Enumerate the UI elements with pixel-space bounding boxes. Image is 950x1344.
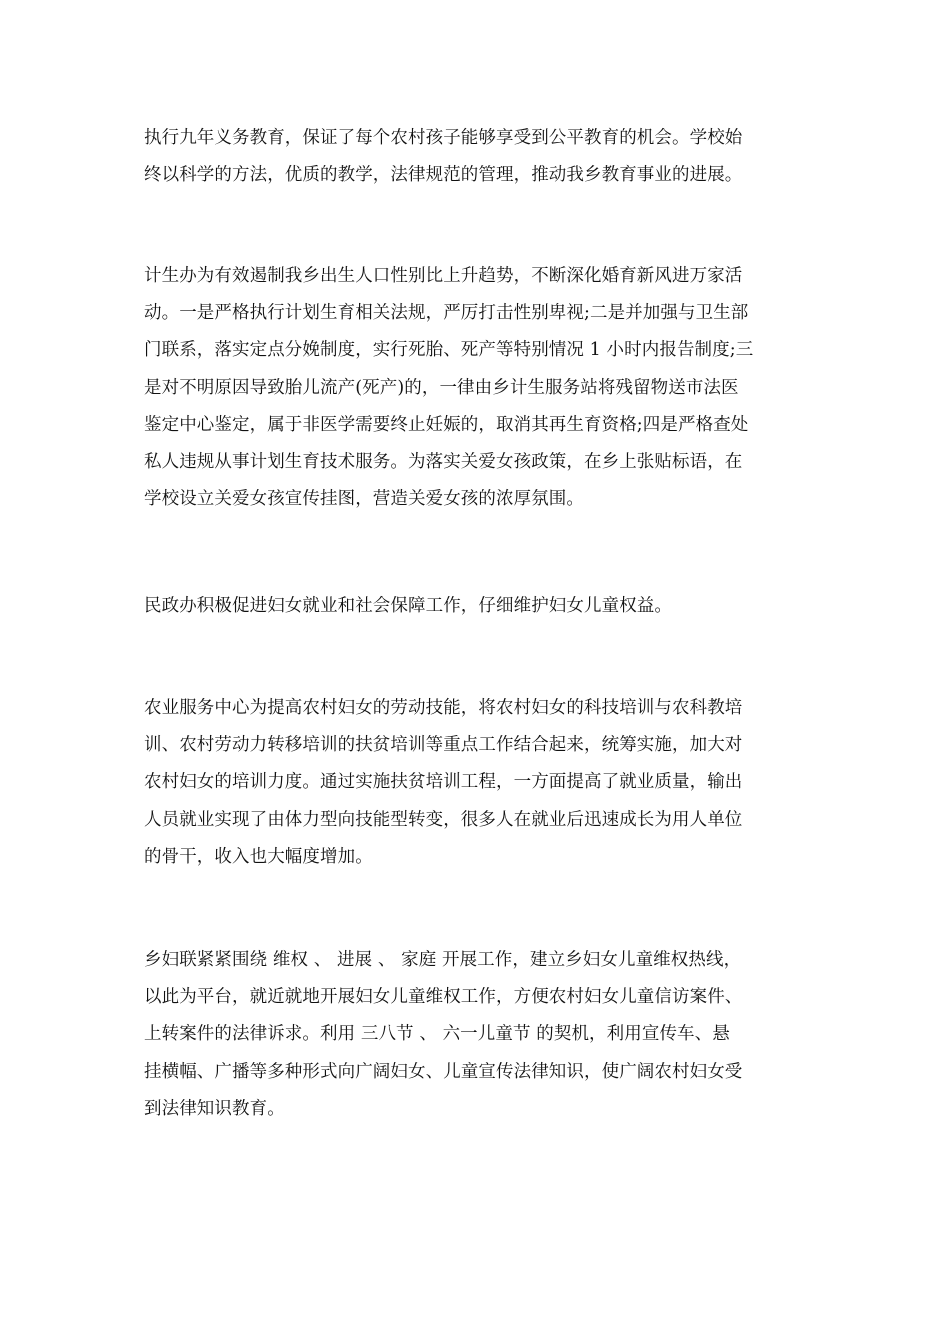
paragraph-womens-federation	[144, 942, 834, 1128]
text-line: 私人违规从事计划生育技术服务。为落实关爱女孩政策，在乡上张贴标语，在	[144, 451, 743, 472]
text-line: 的骨干，收入也大幅度增加。	[144, 846, 373, 867]
text-line: 计生办为有效遏制我乡出生人口性别比上升趋势，不断深化婚育新风进万家活	[144, 266, 743, 286]
paragraph-education	[144, 120, 834, 194]
text-line: 终以科学的方法，优质的教学，法律规范的管理，推动我乡教育事业的进展。	[144, 165, 743, 186]
text-line: 农村妇女的培训力度。通过实施扶贫培训工程，一方面提高了就业质量，输出	[144, 772, 743, 793]
paragraph-civil-affairs	[144, 588, 834, 625]
paragraph-family-planning	[144, 258, 834, 518]
text-line: 挂横幅、广播等多种形式向广阔妇女、儿童宣传法律知识，使广阔农村妇女受	[144, 1061, 743, 1082]
text-line: 是对不明原因导致胎儿流产(死产)的，一律由乡计生服务站将残留物送市法医	[144, 377, 739, 398]
text-line: 农业服务中心为提高农村妇女的劳动技能，将农村妇女的科技培训与农科教培	[144, 698, 743, 718]
text-line: 以此为平台，就近就地开展妇女儿童维权工作，方便农村妇女儿童信访案件、	[144, 987, 743, 1008]
text-line: 执行九年义务教育，保证了每个农村孩子能够享受到公平教育的机会。学校始	[144, 128, 743, 148]
text-line: 上转案件的法律诉求。利用 三八节 、 六一儿童节 的契机，利用宣传车、悬	[144, 1024, 730, 1045]
text-line: 乡妇联紧紧围绕 维权 、 进展 、 家庭 开展工作，建立乡妇女儿童维权热线，	[144, 950, 742, 970]
text-line: 门联系，落实定点分娩制度，实行死胎、死产等特别情况 1 小时内报告制度;三	[144, 340, 754, 361]
text-line: 训、农村劳动力转移培训的扶贫培训等重点工作结合起来，统筹实施，加大对	[144, 735, 743, 756]
text-line: 民政办积极促进妇女就业和社会保障工作，仔细维护妇女儿童权益。	[144, 596, 672, 616]
text-line: 学校设立关爱女孩宣传挂图，营造关爱女孩的浓厚氛围。	[144, 489, 584, 510]
text-line: 人员就业实现了由体力型向技能型转变，很多人在就业后迅速成长为用人单位	[144, 809, 743, 830]
text-line: 到法律知识教育。	[144, 1098, 285, 1119]
text-line: 动。一是严格执行计划生育相关法规，严厉打击性别卑视;二是并加强与卫生部	[144, 303, 749, 324]
text-line: 鉴定中心鉴定，属于非医学需要终止妊娠的，取消其再生育资格;四是严格查处	[144, 414, 749, 435]
paragraph-agriculture	[144, 690, 834, 876]
